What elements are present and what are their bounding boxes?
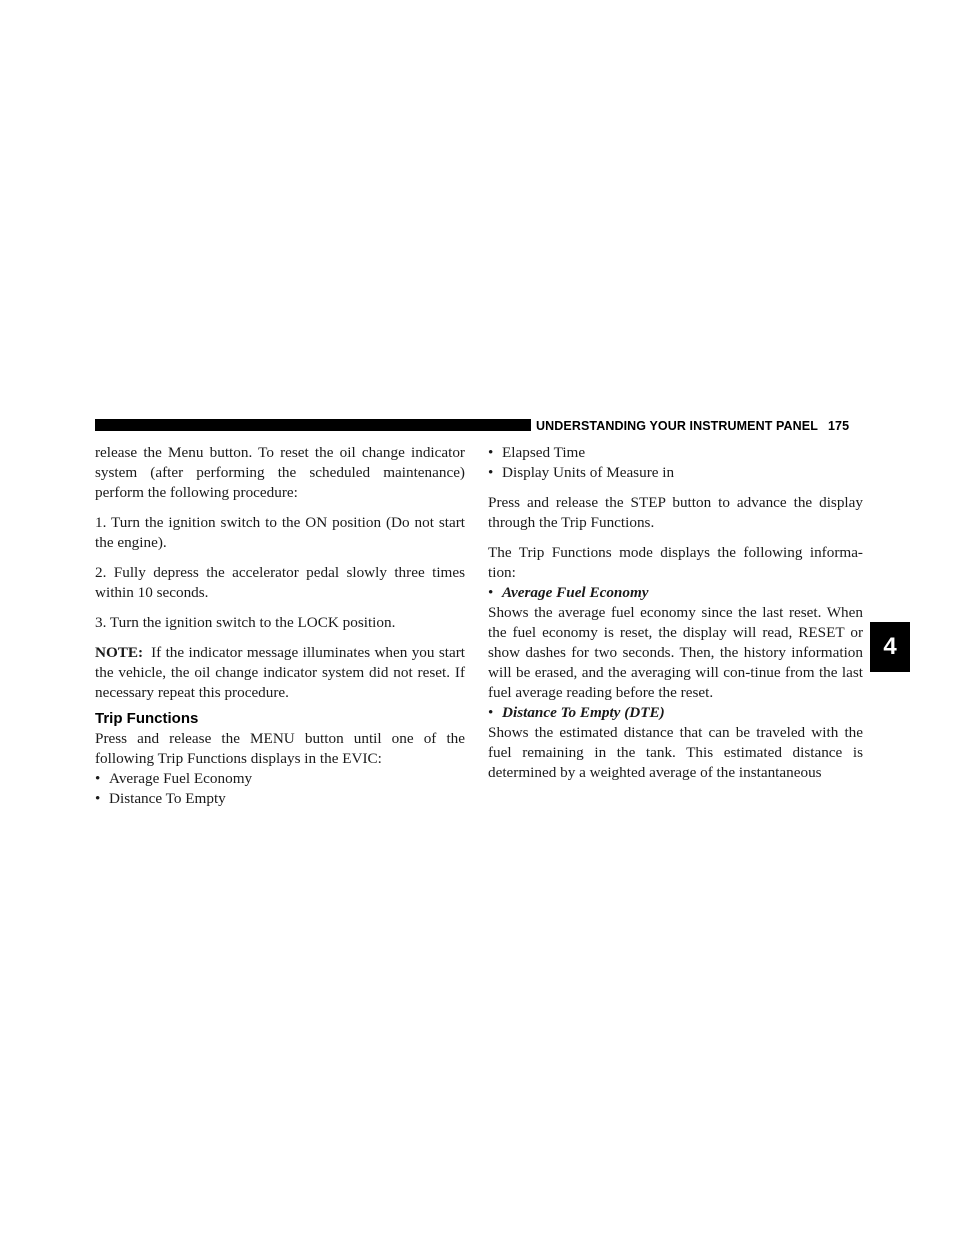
right-column — [488, 443, 863, 783]
item-title: Distance To Empty (DTE) — [502, 704, 665, 721]
procedure-step-1: 1. Turn the ignition switch to the ON position (Do not start the engine). — [95, 514, 465, 551]
note — [95, 643, 465, 703]
bullet-icon: • — [488, 584, 494, 601]
header-rule — [95, 419, 531, 431]
paragraph: Shows the average fuel economy since the last reset. When the fuel economy is reset, the display will read, RESET or show dashes for two seconds. Then, the history information will be erased, and the averaging will con-tinue from the last fuel average reading before the reset. — [488, 604, 863, 701]
bullet-icon: • — [95, 790, 101, 807]
paragraph: The Trip Functions mode displays the following informa-tion: — [488, 544, 863, 581]
list-item — [488, 463, 863, 483]
header-title: UNDERSTANDING YOUR INSTRUMENT PANEL — [536, 419, 818, 433]
list-item — [95, 769, 465, 789]
list-item-text: Display Units of Measure in — [502, 464, 675, 481]
item-title: Average Fuel Economy — [502, 584, 649, 601]
bullet-icon: • — [488, 464, 494, 481]
list-item — [488, 703, 863, 723]
list-item-text: Elapsed Time — [502, 444, 586, 461]
procedure-step-3: 3. Turn the ignition switch to the LOCK position. — [95, 614, 396, 631]
bullet-icon: • — [488, 444, 494, 461]
bullet-icon: • — [95, 770, 101, 787]
list-item — [488, 583, 863, 603]
left-column — [95, 443, 465, 809]
list-item-text: Average Fuel Economy — [109, 770, 253, 787]
list-item — [488, 443, 863, 463]
paragraph: Press and release the STEP button to advance the display through the Trip Functions. — [488, 494, 863, 531]
procedure-step-2: 2. Fully depress the accelerator pedal slowly three times within 10 seconds. — [95, 564, 465, 601]
chapter-tab: 4 — [870, 622, 910, 672]
paragraph: Press and release the MENU button until one of the following Trip Functions displays in the EVIC: — [95, 730, 465, 767]
section-heading: Trip Functions — [95, 710, 199, 727]
note-label: NOTE: — [95, 644, 144, 661]
note-text: If the indicator message illuminates when you start the vehicle, the oil change indicator system did not reset. If necessary repeat this procedure. — [95, 644, 465, 701]
paragraph: Shows the estimated distance that can be traveled with the fuel remaining in the tank. This estimated distance is determined by a weighted average of the instantaneous — [488, 724, 863, 781]
list-item — [95, 789, 465, 809]
page-number: 175 — [827, 419, 850, 433]
bullet-icon: • — [488, 704, 494, 721]
running-header — [536, 419, 849, 433]
paragraph: release the Menu button. To reset the oil change indicator system (after performing the scheduled maintenance) perform the following procedure: — [95, 444, 465, 501]
list-item-text: Distance To Empty — [109, 790, 226, 807]
